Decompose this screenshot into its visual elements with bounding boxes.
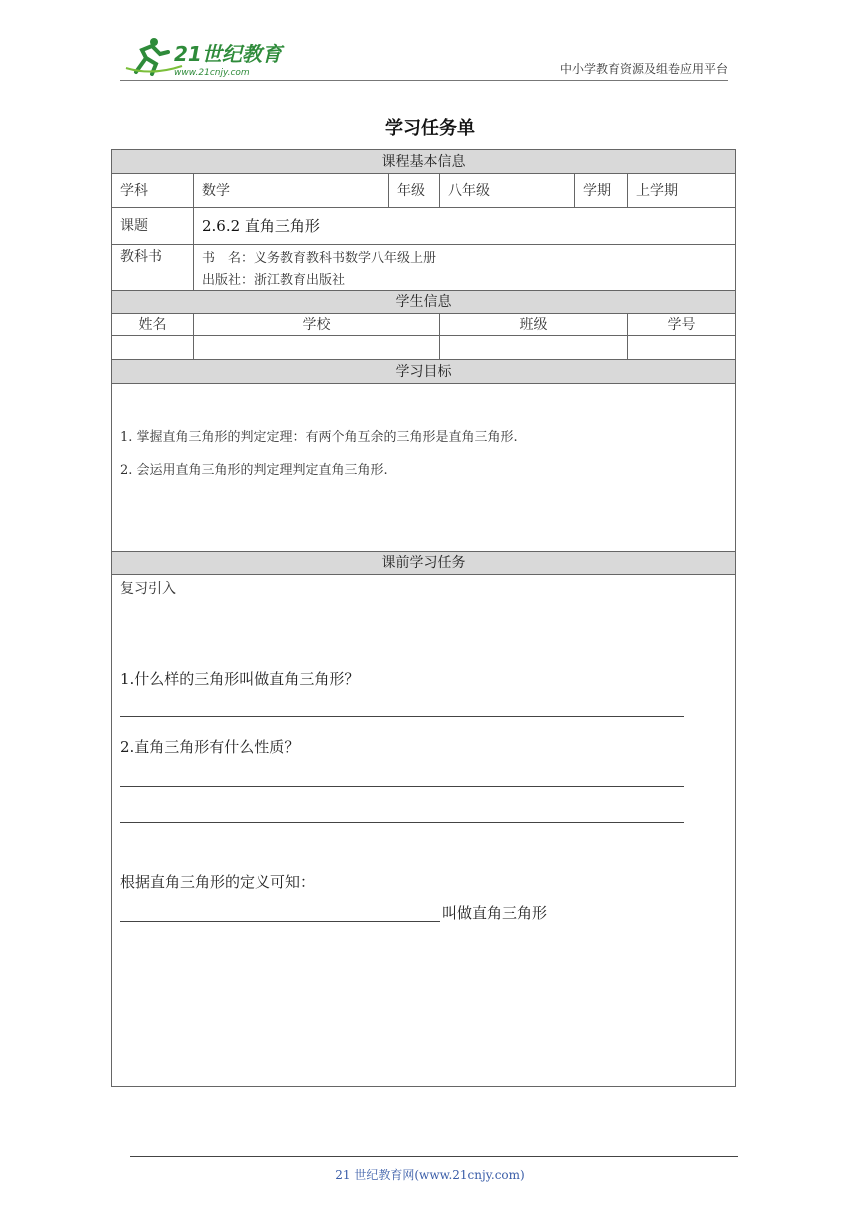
class-column-header: 班级 [440,314,628,335]
objectives-body [112,384,735,552]
topic-label-cell: 课题 [112,208,194,244]
subject-value-cell: 数学 [194,174,389,207]
page-title: 学习任务单 [385,118,475,139]
textbook-publisher: 出版社：浙江教育出版社 [202,273,346,288]
course-info-header: 课程基本信息 [112,150,735,174]
name-field[interactable] [112,336,194,359]
page-header [122,30,728,82]
grade-value-cell: 八年级 [440,174,575,207]
textbook-value-cell [194,245,735,290]
objectives-header: 学习目标 [112,360,735,384]
review-label: 复习引入 [120,581,176,597]
school-column-header: 学校 [194,314,440,335]
grade-label-cell: 年级 [389,174,440,207]
logo-text: 21世纪教育 [174,42,282,66]
question-1: 1.什么样的三角形叫做直角三角形？ [120,670,360,688]
student-id-column-header: 学号 [667,317,696,333]
topic-row [112,208,735,245]
definition-blank[interactable] [120,921,440,922]
term-value-cell: 上学期 [636,183,678,199]
header-divider [120,80,728,81]
textbook-name: 书 名：义务教育教科书数学八年级上册 [202,251,437,266]
definition-suffix: 叫做直角三角形 [442,904,548,922]
pre-tasks-header: 课前学习任务 [112,552,735,575]
runner-logo-icon [122,34,292,78]
term-label-cell: 学期 [575,174,628,207]
answer-line-1[interactable] [120,716,684,717]
subject-label-cell: 学科 [112,174,194,207]
name-column-header: 姓名 [112,314,194,335]
class-field[interactable] [440,336,628,359]
logo [122,34,292,78]
student-columns-row [112,314,735,336]
textbook-row [112,245,735,291]
pre-tasks-body [112,575,735,1086]
definition-intro: 根据直角三角形的定义可知： [120,873,316,891]
subject-row [112,174,735,208]
platform-name: 中小学教育资源及组卷应用平台 [559,62,728,76]
topic-value-cell: 2.6.2 直角三角形 [202,217,320,235]
student-input-row [112,336,735,360]
answer-line-2[interactable] [120,786,684,787]
student-id-field[interactable] [628,336,735,359]
logo-url: www.21cnjy.com [174,68,250,78]
question-2: 2.直角三角形有什么性质？ [120,738,300,756]
school-field[interactable] [194,336,440,359]
textbook-label-cell: 教科书 [112,245,194,290]
objective-item: 2. 会运用直角三角形的判定理判定直角三角形. [120,463,388,478]
task-sheet-table [111,149,736,1087]
footer-divider [130,1156,738,1157]
student-info-header: 学生信息 [112,291,735,314]
footer-link[interactable]: 21 世纪教育网(www.21cnjy.com) [335,1168,525,1182]
objective-item: 1. 掌握直角三角形的判定定理：有两个角互余的三角形是直角三角形. [120,430,518,445]
answer-line-3[interactable] [120,822,684,823]
